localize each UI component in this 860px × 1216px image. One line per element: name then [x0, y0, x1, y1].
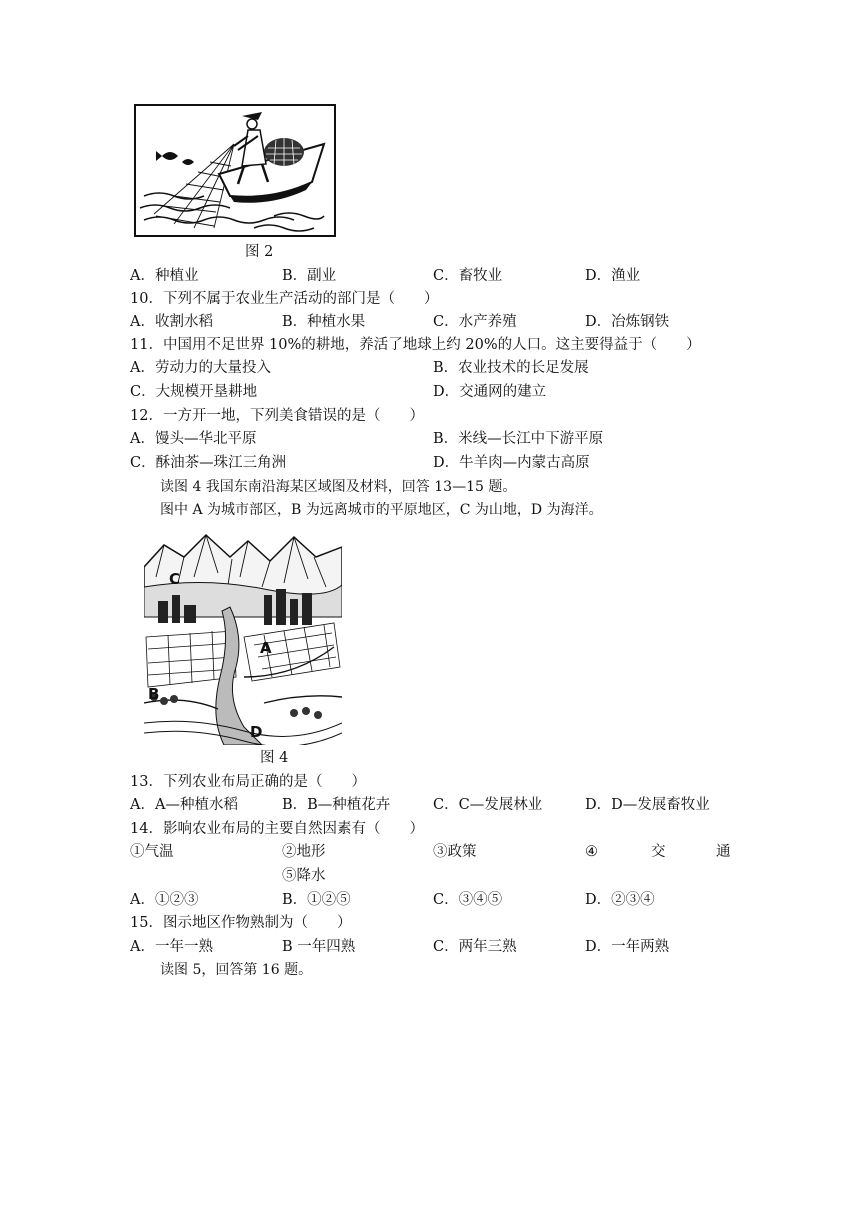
- q15-stem: 15．图示地区作物熟制为（ ）: [130, 915, 352, 931]
- figure-4-label-a: A: [260, 639, 272, 657]
- q11-stem: 11．中国用不足世界 10%的耕地，养活了地球上约 20%的人口。这主要得益于（ ）: [130, 337, 701, 353]
- q14-item-5: ⑤降水: [282, 868, 326, 884]
- figure-4-label-b: B: [148, 685, 160, 703]
- figure-4-label-c: C: [169, 570, 181, 588]
- figure-4-intro-2: 图中 A 为城市部区，B 为远离城市的平原地区，C 为山地，D 为海洋。: [160, 502, 603, 518]
- q15-option-b: B 一年四熟: [282, 939, 356, 955]
- figure-2-caption: 图 2: [245, 244, 274, 260]
- figure-4-intro-1: 读图 4 我国东南沿海某区域图及材料，回答 13—15 题。: [160, 479, 517, 495]
- q14-item-3: ③政策: [433, 844, 477, 860]
- q14-stem: 14．影响农业布局的主要自然因素有（ ）: [130, 821, 424, 837]
- figure-4-caption: 图 4: [260, 750, 289, 766]
- q10-option-d: D．冶炼钢铁: [585, 314, 670, 330]
- q11-option-d: D．交通网的建立: [433, 384, 547, 400]
- figure-4-image: [144, 527, 342, 745]
- q14-item-4-char-1: 交: [651, 844, 666, 860]
- figure-4-label-d: D: [250, 723, 263, 741]
- q15-option-c: C．两年三熟: [433, 939, 517, 955]
- q12-option-c: C．酥油茶—珠江三角洲: [130, 455, 287, 471]
- q12-option-b: B．米线—长江中下游平原: [433, 431, 604, 447]
- figure-2-image: [134, 104, 336, 237]
- q9-option-d: D．渔业: [585, 268, 641, 284]
- q12-option-d: D．牛羊肉—内蒙古高原: [433, 455, 590, 471]
- q14-item-2: ②地形: [282, 844, 326, 860]
- figure-5-intro: 读图 5，回答第 16 题。: [160, 962, 313, 978]
- q14-item-4: ④: [585, 844, 598, 860]
- q9-option-b: B．副业: [282, 268, 337, 284]
- q9-option-a: A．种植业: [130, 268, 199, 284]
- q15-option-a: A．一年一熟: [130, 939, 213, 955]
- q10-option-b: B．种植水果: [282, 314, 366, 330]
- q14-item-4-char-2: 通: [716, 844, 731, 860]
- coastal-region-sketch: [144, 527, 342, 745]
- q15-option-d: D．一年两熟: [585, 939, 670, 955]
- q10-stem: 10．下列不属于农业生产活动的部门是（ ）: [130, 291, 439, 307]
- q13-option-b: B．B—种植花卉: [282, 797, 391, 813]
- q13-option-d: D．D—发展畜牧业: [585, 797, 710, 813]
- q14-item-1: ①气温: [130, 844, 174, 860]
- q10-option-c: C．水产养殖: [433, 314, 517, 330]
- q11-option-a: A．劳动力的大量投入: [130, 360, 271, 376]
- q9-option-c: C．畜牧业: [433, 268, 503, 284]
- q14-option-b: B．①②⑤: [282, 892, 351, 908]
- q14-option-c: C．③④⑤: [433, 892, 503, 908]
- q14-option-d: D．②③④: [585, 892, 655, 908]
- q13-option-c: C．C—发展林业: [433, 797, 543, 813]
- q10-option-a: A．收割水稻: [130, 314, 213, 330]
- q13-stem: 13．下列农业布局正确的是（ ）: [130, 774, 366, 790]
- fisherman-illustration: [134, 104, 336, 237]
- q12-option-a: A．馒头—华北平原: [130, 431, 257, 447]
- q13-option-a: A．A—种植水稻: [130, 797, 238, 813]
- q12-stem: 12．一方开一地，下列美食错误的是（ ）: [130, 408, 424, 424]
- q11-option-c: C．大规模开垦耕地: [130, 384, 258, 400]
- q11-option-b: B．农业技术的长足发展: [433, 360, 589, 376]
- q14-option-a: A．①②③: [130, 892, 199, 908]
